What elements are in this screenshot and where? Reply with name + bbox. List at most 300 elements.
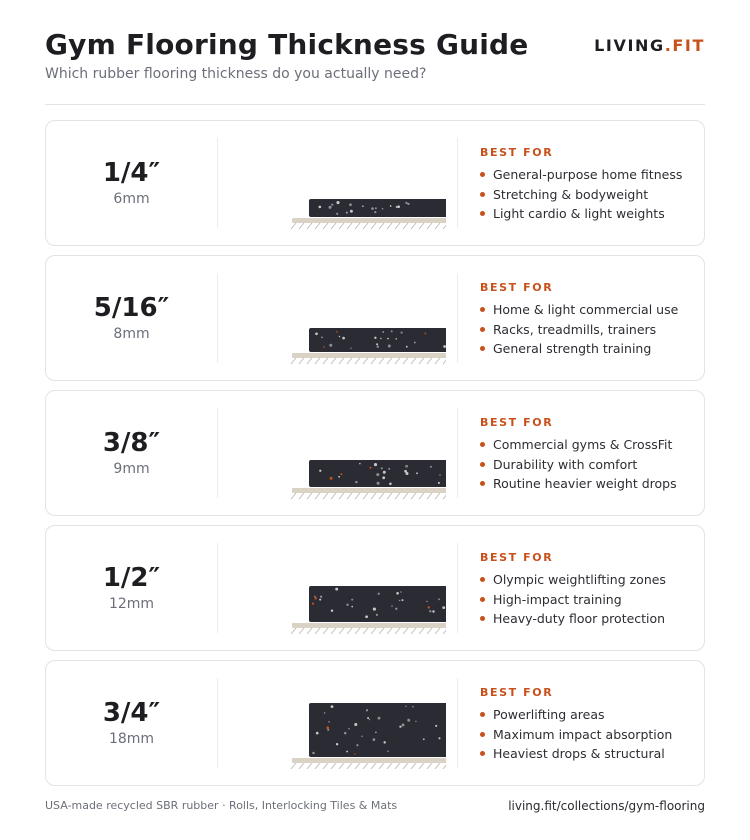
bullet-dot-icon [480, 192, 485, 197]
footer-link[interactable]: living.fit/collections/gym-flooring [508, 799, 705, 813]
hatch-line [291, 493, 296, 499]
hatch-line [411, 763, 416, 769]
rubber-speckle [378, 593, 380, 595]
hatch-line [363, 223, 368, 229]
hatch-line [411, 223, 416, 229]
rubber-speckle [351, 599, 353, 601]
hatch-line [395, 628, 400, 634]
hatch-line [347, 493, 352, 499]
hatch-line [291, 763, 296, 769]
mat-illustration [236, 661, 446, 785]
use-item [480, 705, 672, 725]
rubber-speckle [407, 203, 409, 205]
mat-illustration [236, 121, 446, 245]
hatch-line [307, 628, 312, 634]
best-for-label: BEST FOR [480, 281, 554, 294]
hatch-line [339, 763, 344, 769]
hatch-line [291, 358, 296, 364]
use-item [480, 204, 682, 224]
rubber-speckle [371, 207, 374, 210]
rubber-speckle [362, 205, 364, 207]
use-item [480, 300, 678, 320]
rubber-speckle [376, 614, 378, 616]
rubber-speckle [376, 473, 379, 476]
hatch-line [315, 223, 320, 229]
rubber-speckle [382, 476, 385, 479]
rubber-speckle [329, 206, 332, 209]
card-divider [217, 138, 218, 228]
use-item-text: Routine heavier weight drops [493, 476, 677, 491]
rubber-speckle [395, 338, 397, 340]
rubber-speckle [351, 606, 353, 608]
page-title: Gym Flooring Thickness Guide [45, 28, 529, 61]
rubber-speckle [331, 705, 334, 708]
thickness-fraction: 1/4″ [102, 158, 161, 188]
mat-cross-section-svg [236, 526, 446, 650]
rubber-speckle [320, 596, 322, 598]
hatch-line [435, 358, 440, 364]
card-divider [457, 273, 458, 363]
rubber-mat-body [309, 703, 446, 757]
hatch-line [371, 628, 376, 634]
bullet-dot-icon [480, 732, 485, 737]
mat-cross-section-svg [236, 256, 446, 380]
hatch-line [379, 358, 384, 364]
use-item [480, 320, 678, 340]
rubber-speckle [424, 333, 426, 335]
use-item-text: Racks, treadmills, trainers [493, 321, 657, 337]
rubber-speckle [377, 345, 379, 347]
hatch-line [411, 493, 416, 499]
card-divider [457, 408, 458, 498]
subfloor-surface [292, 623, 446, 628]
rubber-speckle [402, 599, 404, 601]
thickness-fraction: 5/16″ [93, 293, 170, 323]
hatch-line [315, 763, 320, 769]
hatch-line [347, 628, 352, 634]
use-item-text: Home & light commercial use [493, 302, 679, 317]
brand-name: LIVING [594, 36, 665, 55]
hatch-line [347, 763, 352, 769]
hatch-line [315, 628, 320, 634]
rubber-speckle [318, 206, 321, 209]
rubber-speckle [387, 338, 389, 340]
thickness-card [45, 525, 705, 651]
rubber-speckle [312, 602, 314, 604]
rubber-mat-body [309, 328, 446, 352]
rubber-speckle [405, 202, 407, 204]
mat-illustration [236, 391, 446, 515]
hatch-line [387, 628, 392, 634]
rubber-speckle [412, 706, 414, 708]
hatch-line [339, 223, 344, 229]
use-item-text: Durability with comfort [493, 456, 638, 472]
bullet-dot-icon [480, 211, 485, 216]
hatch-line [331, 628, 336, 634]
rubber-speckle [339, 336, 340, 337]
hatch-line [427, 763, 432, 769]
rubber-speckle [389, 483, 392, 486]
hatch-line [435, 493, 440, 499]
subfloor-surface [292, 218, 446, 223]
rubber-speckle [443, 345, 446, 348]
rubber-speckle [346, 603, 348, 605]
rubber-speckle [340, 473, 342, 475]
hatch-line [323, 628, 328, 634]
rubber-speckle [438, 737, 440, 739]
rubber-speckle [435, 725, 437, 727]
rubber-speckle [380, 338, 381, 339]
rubber-speckle [397, 205, 400, 208]
rubber-speckle [375, 732, 376, 733]
rubber-speckle [430, 466, 432, 468]
bullet-dot-icon [480, 577, 485, 582]
rubber-speckle [373, 738, 376, 741]
rubber-speckle [335, 588, 338, 591]
thickness-mm: 12mm [108, 596, 155, 612]
hatch-line [379, 493, 384, 499]
use-list [480, 165, 682, 224]
use-item-text: High-impact training [493, 591, 622, 607]
hatch-line [331, 493, 336, 499]
use-item-text: Powerlifting areas [493, 707, 605, 722]
rubber-speckle [367, 717, 369, 719]
rubber-speckle [315, 332, 318, 335]
hatch-line [395, 358, 400, 364]
hatch-line [403, 223, 408, 229]
hatch-line [315, 358, 320, 364]
rubber-speckle [414, 342, 416, 344]
rubber-speckle [330, 477, 333, 480]
use-item [480, 435, 677, 455]
rubber-speckle [374, 211, 376, 213]
hatch-line [403, 763, 408, 769]
card-divider [217, 678, 218, 768]
hatch-line [323, 358, 328, 364]
rubber-speckle [336, 331, 338, 333]
hatch-line [371, 763, 376, 769]
hatch-line [435, 628, 440, 634]
use-item-text: General-purpose home fitness [493, 167, 683, 182]
hatch-line [299, 358, 304, 364]
hatch-line [427, 493, 432, 499]
header-divider [45, 104, 705, 105]
hatch-line [379, 223, 384, 229]
rubber-speckle [415, 721, 416, 722]
rubber-speckle [354, 753, 355, 754]
subfloor-surface [292, 353, 446, 358]
rubber-speckle [326, 726, 329, 729]
hatch-line [339, 628, 344, 634]
thickness-mm: 6mm [113, 191, 150, 207]
hatch-line [339, 358, 344, 364]
rubber-speckle [331, 204, 333, 206]
bullet-dot-icon [480, 462, 485, 467]
hatch-line [307, 763, 312, 769]
rubber-speckle [438, 598, 440, 600]
hatch-line [355, 763, 360, 769]
use-item [480, 185, 682, 205]
best-for-label: BEST FOR [480, 686, 554, 699]
rubber-speckle [375, 207, 377, 209]
mat-illustration [236, 526, 446, 650]
rubber-speckle [354, 723, 357, 726]
rubber-speckle [356, 744, 358, 746]
rubber-speckle [329, 344, 332, 347]
use-item [480, 165, 682, 185]
use-list [480, 570, 666, 629]
rubber-speckle [401, 332, 403, 334]
rubber-speckle [328, 721, 330, 723]
subfloor-surface [292, 488, 446, 493]
footer-note: USA-made recycled SBR rubber · Rolls, Interlocking Tiles & Mats [45, 799, 398, 812]
rubber-speckle [369, 719, 370, 720]
rubber-speckle [390, 205, 392, 207]
bullet-dot-icon [480, 442, 485, 447]
rubber-speckle [382, 331, 384, 333]
thickness-card [45, 255, 705, 381]
hatch-line [419, 763, 424, 769]
hatch-line [331, 223, 336, 229]
hatch-line [355, 358, 360, 364]
use-item-text: Olympic weightlifting zones [493, 572, 666, 587]
rubber-speckle [342, 337, 345, 340]
bullet-dot-icon [480, 172, 485, 177]
hatch-line [363, 358, 368, 364]
rubber-speckle [383, 471, 386, 474]
rubber-speckle [346, 751, 348, 753]
header [45, 28, 705, 98]
brand-logo[interactable] [594, 36, 705, 55]
rubber-speckle [399, 600, 401, 602]
hatch-line [363, 763, 368, 769]
use-item-text: Stretching & bodyweight [493, 186, 649, 202]
hatch-line [411, 628, 416, 634]
use-list [480, 435, 677, 494]
rubber-speckle [365, 615, 368, 618]
best-for-label: BEST FOR [480, 146, 554, 159]
use-item [480, 725, 672, 745]
hatch-line [331, 763, 336, 769]
card-divider [217, 543, 218, 633]
rubber-speckle [319, 470, 321, 472]
use-item [480, 570, 666, 590]
hatch-line [387, 493, 392, 499]
rubber-speckle [366, 709, 368, 711]
thickness-card [45, 660, 705, 786]
hatch-line [443, 763, 446, 769]
rubber-speckle [346, 211, 348, 213]
rubber-speckle [344, 732, 347, 735]
hatch-line [395, 493, 400, 499]
hatch-line [355, 223, 360, 229]
card-divider [457, 543, 458, 633]
hatch-line [299, 628, 304, 634]
hatch-line [315, 493, 320, 499]
rubber-speckle [336, 201, 339, 204]
rubber-speckle [426, 601, 428, 603]
use-item-text: Commercial gyms & CrossFit [493, 437, 673, 452]
use-item [480, 339, 678, 359]
rubber-speckle [432, 610, 434, 612]
hatch-line [355, 493, 360, 499]
rubber-speckle [406, 346, 408, 348]
rubber-speckle [439, 474, 441, 476]
rubber-speckle [319, 599, 321, 601]
bullet-dot-icon [480, 597, 485, 602]
hatch-line [299, 763, 304, 769]
bullet-dot-icon [480, 327, 485, 332]
rubber-speckle [381, 467, 383, 469]
use-item-text: Heaviest drops & structural [493, 746, 665, 761]
use-item [480, 590, 666, 610]
subfloor-surface [292, 758, 446, 763]
use-list [480, 300, 678, 359]
thickness-fraction: 3/8″ [102, 428, 161, 458]
rubber-speckle [400, 591, 402, 593]
rubber-speckle [350, 210, 353, 213]
thickness-mm: 8mm [113, 326, 150, 342]
rubber-speckle [391, 330, 393, 332]
hatch-line [427, 358, 432, 364]
rubber-speckle [350, 347, 351, 348]
rubber-speckle [355, 481, 357, 483]
rubber-speckle [376, 343, 378, 345]
rubber-speckle [388, 345, 391, 348]
rubber-speckle [388, 468, 390, 470]
rubber-speckle [428, 606, 430, 608]
hatch-line [363, 493, 368, 499]
hatch-line [331, 358, 336, 364]
rubber-speckle [373, 608, 376, 611]
hatch-line [419, 628, 424, 634]
hatch-line [379, 628, 384, 634]
rubber-speckle [383, 741, 385, 743]
hatch-line [371, 493, 376, 499]
hatch-line [419, 493, 424, 499]
rubber-speckle [374, 337, 376, 339]
thickness-card [45, 390, 705, 516]
rubber-speckle [312, 752, 315, 755]
hatch-line [411, 358, 416, 364]
thickness-mm: 9mm [113, 461, 150, 477]
rubber-speckle [405, 706, 406, 707]
card-divider [457, 678, 458, 768]
thickness-mm: 18mm [108, 731, 155, 747]
hatch-line [427, 628, 432, 634]
thickness-fraction: 1/2″ [102, 563, 161, 593]
rubber-speckle [377, 482, 380, 485]
rubber-speckle [396, 592, 399, 595]
hatch-line [427, 223, 432, 229]
use-item-text: General strength training [493, 341, 652, 356]
rubber-speckle [324, 712, 326, 714]
mat-illustration [236, 256, 446, 380]
mat-cross-section-svg [236, 121, 446, 245]
hatch-line [435, 223, 440, 229]
hatch-line [387, 763, 392, 769]
rubber-speckle [316, 732, 319, 735]
rubber-speckle [423, 738, 425, 740]
bullet-dot-icon [480, 751, 485, 756]
hatch-line [387, 358, 392, 364]
hatch-line [403, 493, 408, 499]
use-item-text: Heavy-duty floor protection [493, 611, 666, 626]
card-divider [217, 273, 218, 363]
rubber-speckle [442, 606, 445, 609]
use-item [480, 609, 666, 629]
use-item [480, 744, 672, 764]
use-item-text: Maximum impact absorption [493, 726, 673, 742]
hatch-line [307, 223, 312, 229]
rubber-speckle [331, 609, 333, 611]
best-for-label: BEST FOR [480, 416, 554, 429]
hatch-line [347, 223, 352, 229]
bullet-dot-icon [480, 616, 485, 621]
rubber-speckle [338, 476, 340, 478]
rubber-speckle [323, 346, 325, 348]
hatch-line [347, 358, 352, 364]
hatch-line [395, 223, 400, 229]
hatch-line [419, 223, 424, 229]
hatch-line [307, 358, 312, 364]
rubber-speckle [402, 724, 405, 727]
hatch-line [435, 763, 440, 769]
rubber-speckle [438, 482, 440, 484]
rubber-speckle [336, 743, 338, 745]
use-item [480, 455, 677, 475]
hatch-line [355, 628, 360, 634]
hatch-line [307, 493, 312, 499]
best-for-label: BEST FOR [480, 551, 554, 564]
rubber-speckle [391, 605, 393, 607]
thickness-fraction: 3/4″ [102, 698, 161, 728]
rubber-speckle [359, 463, 361, 465]
hatch-line [443, 223, 446, 229]
bullet-dot-icon [480, 712, 485, 717]
hatch-line [323, 493, 328, 499]
rubber-speckle [405, 465, 408, 468]
use-item [480, 474, 677, 494]
rubber-speckle [348, 728, 350, 730]
mat-cross-section-svg [236, 661, 446, 785]
rubber-speckle [374, 463, 377, 466]
hatch-line [299, 223, 304, 229]
bullet-dot-icon [480, 481, 485, 486]
rubber-speckle [378, 717, 381, 720]
rubber-speckle [349, 203, 352, 206]
hatch-line [323, 763, 328, 769]
rubber-speckle [407, 719, 410, 722]
page-subtitle: Which rubber flooring thickness do you actually need? [45, 66, 427, 82]
bullet-dot-icon [480, 307, 485, 312]
rubber-speckle [382, 208, 384, 210]
rubber-speckle [314, 596, 316, 598]
card-divider [217, 408, 218, 498]
hatch-line [371, 358, 376, 364]
rubber-speckle [361, 736, 363, 738]
card-divider [457, 138, 458, 228]
rubber-speckle [336, 213, 338, 215]
thickness-card [45, 120, 705, 246]
use-list [480, 705, 672, 764]
bullet-dot-icon [480, 346, 485, 351]
hatch-line [323, 223, 328, 229]
rubber-speckle [399, 726, 401, 728]
hatch-line [291, 628, 296, 634]
hatch-line [403, 628, 408, 634]
rubber-speckle [387, 751, 389, 753]
